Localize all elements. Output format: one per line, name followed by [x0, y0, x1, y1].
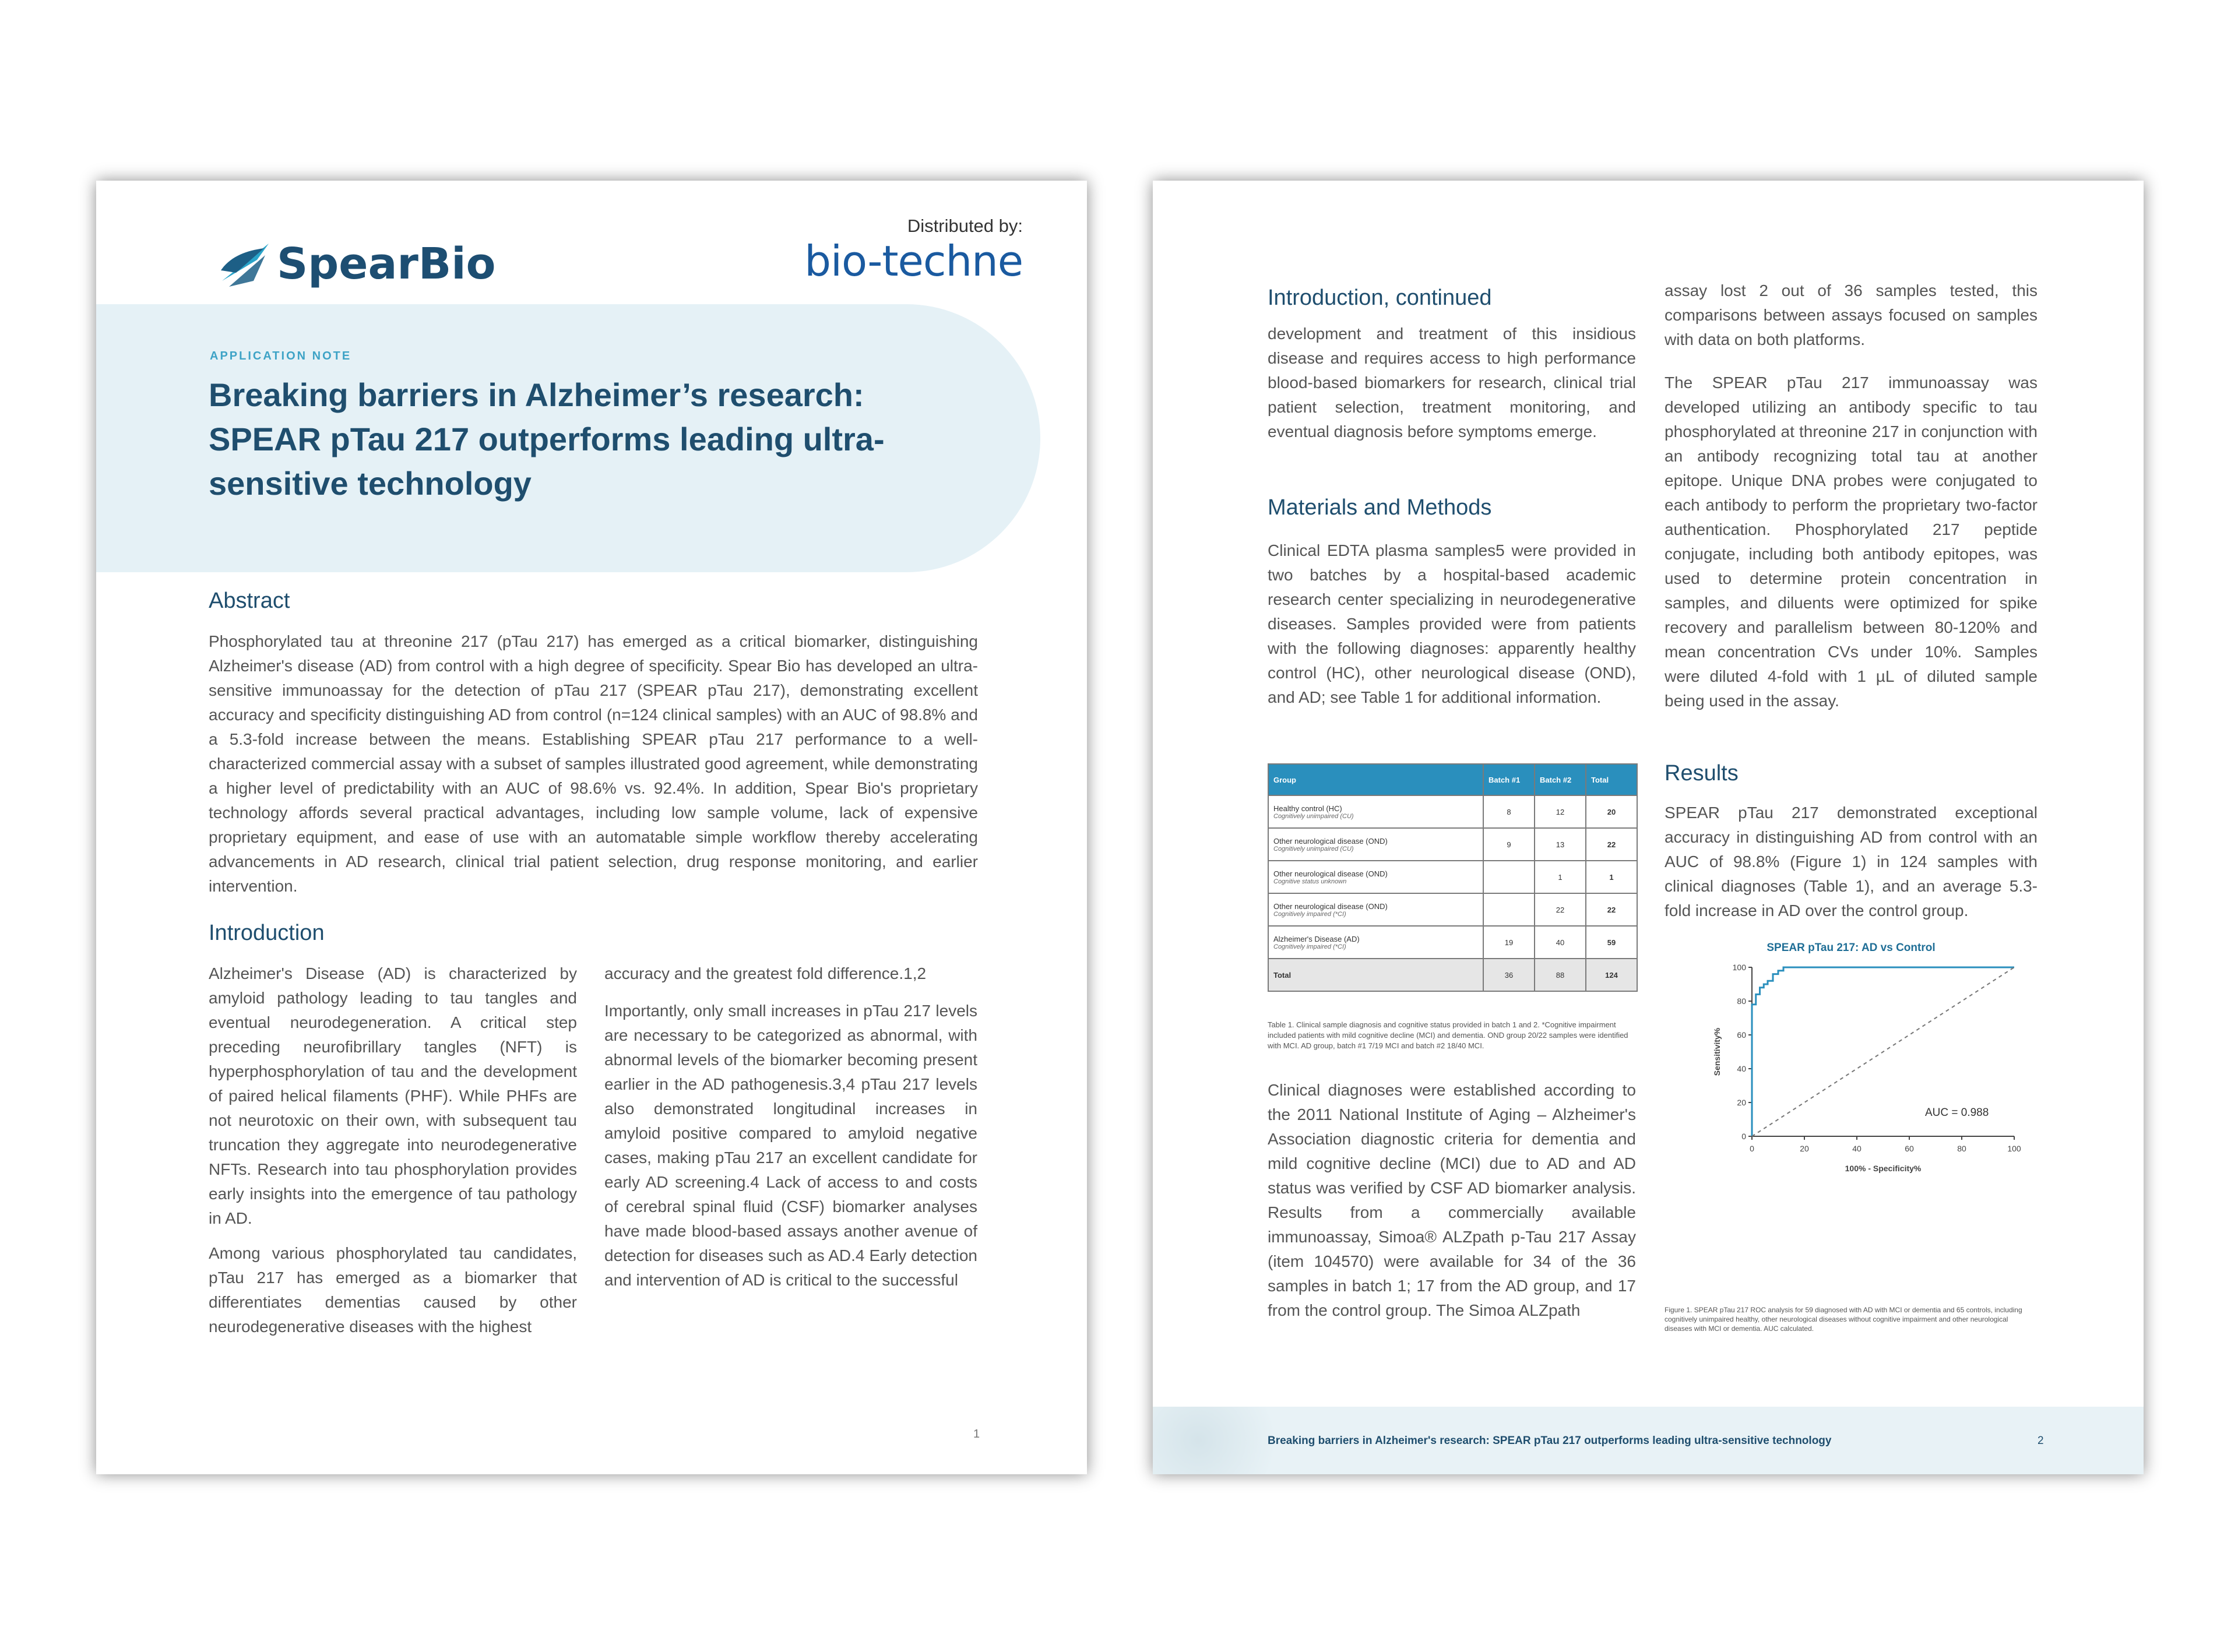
introduction-heading: Introduction: [209, 921, 325, 945]
auc-annotation: AUC = 0.988: [1925, 1107, 1989, 1119]
row-total: 22: [1586, 893, 1637, 926]
table-row: [1268, 861, 1637, 893]
row-group: Alzheimer's Disease (AD): [1273, 934, 1360, 943]
y-axis-label: Sensitivity%: [1712, 1027, 1722, 1076]
row-batch1: 36: [1483, 959, 1535, 991]
x-tick-label: 60: [1905, 1144, 1914, 1153]
intro-col1-p2: Among various phosphorylated tau candidates, pTau 217 has emerged as a biomarker that differentiates dementias caused by other neurodegenerative diseases with the highest: [209, 1244, 577, 1336]
y-tick-label: 20: [1737, 1098, 1746, 1107]
row-group: Other neurological disease (OND): [1273, 836, 1388, 846]
row-subgroup: Cognitively unimpaired (CU): [1273, 812, 1354, 820]
intro-col2-p1: accuracy and the greatest fold difference.1,2: [604, 964, 927, 982]
row-batch2: 1: [1535, 861, 1586, 893]
row-batch1: [1483, 861, 1535, 893]
x-tick-label: 0: [1750, 1144, 1754, 1153]
row-batch2: 40: [1535, 926, 1586, 959]
biotechne-logo: bio-techne: [804, 237, 1023, 286]
intro-continued-text: development and treatment of this insidious disease and requires access to high performance blood-based biomarkers for research, clinical trial patient selection, treatment monitoring, and eventual diagnosis before symptoms emerge.: [1268, 325, 1636, 441]
row-batch2: 13: [1535, 828, 1586, 861]
table-header-row: [1268, 764, 1637, 795]
row-batch1: 19: [1483, 926, 1535, 959]
spearbio-logo: [219, 233, 522, 297]
x-tick-label: 100: [2007, 1144, 2021, 1153]
row-total: 124: [1586, 959, 1637, 991]
sample-table: [1268, 763, 1638, 992]
intro-col1-p1: Alzheimer's Disease (AD) is characterized by amyloid pathology leading to tau tangles and eventual neurodegeneration. A critical step preceding neurofibrillary tangles (NFT) is hyperphosphorylation of tau and the development of paired helical filaments (PHF). While PHFs are not neurotoxic on their own, with subsequent tau truncation they aggregate into neurodegenerative NFTs. Research into tau phosphorylation provides early insights into the emergence of tau pathology in AD.: [209, 964, 577, 1227]
abstract-text: Phosphorylated tau at threonine 217 (pTau 217) has emerged as a critical biomarker, distinguishing Alzheimer's disease (AD) from control with a high degree of specificity. Spear Bio has developed an ultra-sensitive immunoassay for the detection of pTau 217 (SPEAR pTau 217), demonstrating excellent accuracy and specificity distinguishing AD from control (n=124 clinical samples) with an AUC of 98.8% and a 5.3-fold increase between the means. Establishing SPEAR pTau 217 performance to a well-characterized commercial assay with a subset of samples illustrated good agreement, while demonstrating a higher level of predictability with an AUC of 98.6% vs. 92.4%. In addition, Spear Bio's proprietary technology affords several practical advantages, including low sample volume, lack of expensive proprietary equipment, and ease of use with an automatable simple workflow thereby accelerating advancements in AD research, clinical trial patient selection, drug response monitoring, and earlier intervention.: [209, 632, 978, 895]
distributor-block: [755, 216, 1023, 297]
y-tick-label: 0: [1741, 1132, 1746, 1141]
methods-heading: Materials and Methods: [1268, 495, 1492, 520]
results-heading: Results: [1665, 761, 1739, 786]
row-batch2: 22: [1535, 893, 1586, 926]
col-header-batch2: Batch #2: [1535, 764, 1586, 795]
row-group: Other neurological disease (OND): [1273, 869, 1388, 878]
row-group: Other neurological disease (OND): [1273, 901, 1388, 911]
x-tick-label: 20: [1800, 1144, 1809, 1153]
document-title: Breaking barriers in Alzheimer’s research: SPEAR pTau 217 outperforms leading ultra-sensitive technology: [209, 376, 885, 502]
table-row: [1268, 828, 1637, 861]
row-total: 22: [1586, 828, 1637, 861]
row-batch1: 8: [1483, 795, 1535, 828]
table-row: [1268, 926, 1637, 959]
row-subgroup: Cognitively impaired (*CI): [1273, 943, 1346, 950]
intro-col2-p2: Importantly, only small increases in pTau 217 levels are necessary to be categorized as abnormal, with abnormal levels of the biomarker becoming present earlier in the AD pathogenesis.3,4 pTau 217 levels also demonstrated longitudinal increases in amyloid positive compared to amyloid negative cases, making pTau 217 an excellent candidate for early AD screening.4 Lack of access to and costs of cerebral spinal fluid (CSF) biomarker analyses have made blood-based assays another avenue of detection for diseases such as AD.4 Early detection and intervention of AD is critical to the successful: [604, 1002, 977, 1289]
row-batch1: 9: [1483, 828, 1535, 861]
row-group: Total: [1273, 970, 1292, 980]
y-tick-label: 80: [1737, 996, 1746, 1006]
row-total: 20: [1586, 795, 1637, 828]
immunoassay-text: The SPEAR pTau 217 immunoassay was developed utilizing an antibody specific to tau phosphorylated at threonine 217 in conjunction with an antibody recognizing total tau at another epitope. Unique DNA probes were conjugated to each antibody to perform the proprietary two-factor authentication. Phosphorylated 217 peptide conjugate, including both antibody epitopes, was used to determine protein concentration in samples, and diluents were optimized for spike recovery and parallelism between 80-120% and mean concentration CVs under 10%. Samples were diluted 4-fold with 1 µL of diluted sample being used in the assay.: [1665, 374, 2038, 710]
x-axis-label: 100% - Specificity%: [1845, 1164, 1922, 1173]
spearbio-logo-icon: [219, 240, 272, 290]
roc-chart: [1665, 932, 2038, 1183]
clinical-diagnoses-text: Clinical diagnoses were established according to the 2011 National Institute of Aging – Alzheimer's Association diagnostic criteria for dementia and mild cognitive decline (MCI) due to AD and AD status was verified by CSF AD biomarker analysis. Results from a commercially available immunoassay, Simoa® ALZpath p-Tau 217 Assay (item 104570) were available for 34 of the 36 samples in batch 1; 17 from the AD group, and 17 from the control group. The Simoa ALZpath: [1268, 1081, 1636, 1319]
abstract-heading: Abstract: [209, 589, 290, 613]
table-1: [1268, 763, 1638, 992]
x-tick-label: 80: [1957, 1144, 1966, 1153]
row-batch1: [1483, 893, 1535, 926]
y-tick-label: 60: [1737, 1030, 1746, 1040]
row-subgroup: Cognitively impaired (*CI): [1273, 910, 1346, 918]
footer-band: [1153, 1407, 2144, 1474]
row-total: 1: [1586, 861, 1637, 893]
x-tick-label: 40: [1852, 1144, 1862, 1153]
table-caption: Table 1. Clinical sample diagnosis and cognitive status provided in batch 1 and 2. *Cognitive impairment included patients with mild cognitive decline (MCI) and dementia. OND group 20/22 samples were identified with MCI. AD group, batch #1 7/19 MCI and batch #2 18/40 MCI.: [1268, 1020, 1628, 1050]
row-group: Healthy control (HC): [1273, 804, 1342, 813]
footer-title: Breaking barriers in Alzheimer's research: SPEAR pTau 217 outperforms leading ultra-sensitive technology: [1268, 1435, 1832, 1447]
y-tick-label: 40: [1737, 1064, 1746, 1073]
spearbio-name: SpearBio: [277, 239, 496, 289]
row-subgroup: Cognitively unimpaired (CU): [1273, 845, 1354, 853]
row-batch2: 12: [1535, 795, 1586, 828]
document-page-1: [96, 181, 1087, 1474]
intro-continued-heading: Introduction, continued: [1268, 286, 1492, 310]
page-number-1: 1: [973, 1428, 980, 1440]
row-subgroup: Cognitive status unknown: [1273, 878, 1347, 885]
figure-caption: Figure 1. SPEAR pTau 217 ROC analysis for 59 diagnosed with AD with MCI or dementia and 65 controls, including cognitively unimpaired healthy, other neurological diseases without cognitive impairment and other neurological diseases with MCI or dementia. AUC calculated.: [1665, 1306, 2022, 1333]
row-total: 59: [1586, 926, 1637, 959]
table-total-row: [1268, 959, 1637, 991]
table-row: [1268, 795, 1637, 828]
results-text: SPEAR pTau 217 demonstrated exceptional accuracy in distinguishing AD from control with an AUC of 98.8% (Figure 1) in 124 samples with clinical diagnoses (Table 1), and an average 5.3-fold increase in AD over the control group.: [1665, 804, 2038, 920]
table-row: [1268, 893, 1637, 926]
distributed-by-label: Distributed by:: [907, 216, 1023, 236]
y-tick-label: 100: [1732, 963, 1746, 972]
col-header-total: Total: [1586, 764, 1637, 795]
row-batch2: 88: [1535, 959, 1586, 991]
col-header-batch1: Batch #1: [1483, 764, 1535, 795]
methods-text: Clinical EDTA plasma samples5 were provided in two batches by a hospital-based academic research center specializing in neurodegenerative diseases. Samples provided were from patients with the following diagnoses: apparently healthy control (HC), other neurological disease (OND), and AD; see Table 1 for additional information.: [1268, 541, 1636, 706]
eyebrow-label: APPLICATION NOTE: [210, 350, 352, 362]
chart-title: SPEAR pTau 217: AD vs Control: [1767, 942, 1936, 954]
document-page-2: [1153, 181, 2144, 1474]
right-top-text: assay lost 2 out of 36 samples tested, this comparisons between assays focused on samples with data on both platforms.: [1665, 281, 2038, 348]
page-number-2: 2: [2038, 1435, 2044, 1447]
col-header-group: Group: [1268, 764, 1483, 795]
